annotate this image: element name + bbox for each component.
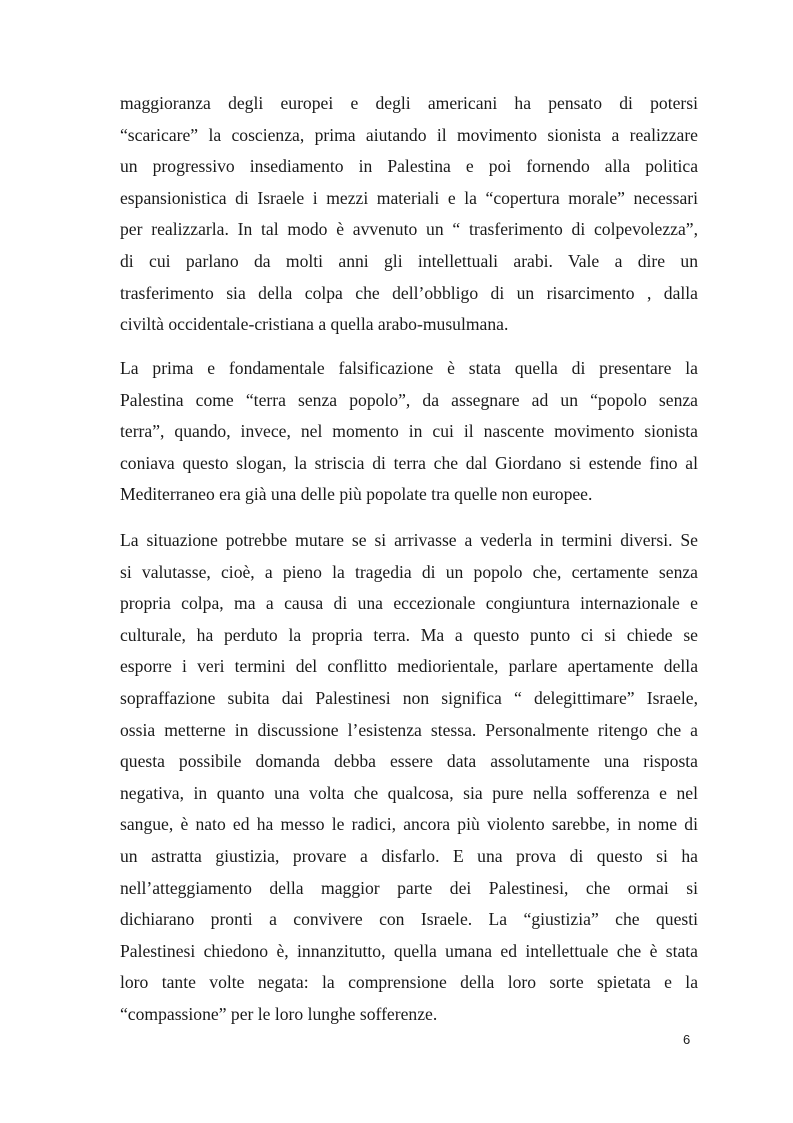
text-line: Mediterraneo era già una delle più popolate tra quelle non europee. [120, 484, 593, 505]
text-line: dichiarano pronti a convivere con Israele. La “giustizia” che questi [120, 909, 698, 930]
text-line: per realizzarla. In tal modo è avvenuto un “ trasferimento di colpevolezza”, [120, 219, 698, 240]
text-line: Palestinesi chiedono è, innanzitutto, quella umana ed intellettuale che è stata [120, 940, 698, 961]
page-number: 6 [683, 1032, 691, 1047]
text-line: terra”, quando, invece, nel momento in cui il nascente movimento sionista [120, 421, 698, 442]
text-line: loro tante volte negata: la comprensione della loro sorte spietata e la [120, 972, 698, 993]
text-line: un astratta giustizia, provare a disfarlo. E una prova di questo si ha [120, 845, 698, 866]
text-line: sopraffazione subita dai Palestinesi non significa “ delegittimare” Israele, [120, 687, 698, 708]
text-line: negativa, in quanto una volta che qualcosa, sia pure nella sofferenza e nel [120, 782, 698, 803]
text-line: propria colpa, ma a causa di una eccezionale congiuntura internazionale e [120, 593, 698, 614]
text-line: si valutasse, cioè, a pieno la tragedia di un popolo che, certamente senza [120, 561, 698, 582]
text-line: espansionistica di Israele i mezzi materiali e la “copertura morale” necessari [120, 187, 698, 208]
text-line: La prima e fondamentale falsificazione è stata quella di presentare la [120, 358, 698, 378]
text-line: questa possibile domanda debba essere data assolutamente una risposta [120, 751, 698, 772]
text-line: Palestina come “terra senza popolo”, da assegnare ad un “popolo senza [120, 389, 698, 410]
paragraph-3 [120, 525, 698, 1031]
text-line: ossia metterne in discussione l’esistenza stessa. Personalmente ritengo che a [120, 719, 698, 740]
text-line: civiltà occidentale-cristiana a quella arabo-musulmana. [120, 314, 509, 335]
text-line: trasferimento sia della colpa che dell’obbligo di un risarcimento , dalla [120, 282, 698, 303]
text-line: nell’atteggiamento della maggior parte dei Palestinesi, che ormai si [120, 877, 698, 898]
text-line: coniava questo slogan, la striscia di terra che dal Giordano si estende fino al [120, 452, 698, 473]
text-line: sangue, è nato ed ha messo le radici, ancora più violento sarebbe, in nome di [120, 814, 698, 835]
paragraph-2 [120, 353, 698, 511]
text-line: “scaricare” la coscienza, prima aiutando il movimento sionista a realizzare [120, 124, 698, 145]
text-line: La situazione potrebbe mutare se si arrivasse a vederla in termini diversi. Se [120, 530, 698, 550]
text-line: di cui parlano da molti anni gli intellettuali arabi. Vale a dire un [120, 250, 698, 271]
paragraph-1 [120, 88, 698, 341]
text-line: maggioranza degli europei e degli americani ha pensato di potersi [120, 93, 698, 113]
text-line: esporre i veri termini del conflitto mediorientale, parlare apertamente della [120, 656, 698, 677]
text-line: un progressivo insediamento in Palestina e poi fornendo alla politica [120, 156, 698, 177]
text-line: “compassione” per le loro lunghe sofferenze. [120, 1003, 438, 1024]
text-line: culturale, ha perduto la propria terra. Ma a questo punto ci si chiede se [120, 624, 698, 645]
